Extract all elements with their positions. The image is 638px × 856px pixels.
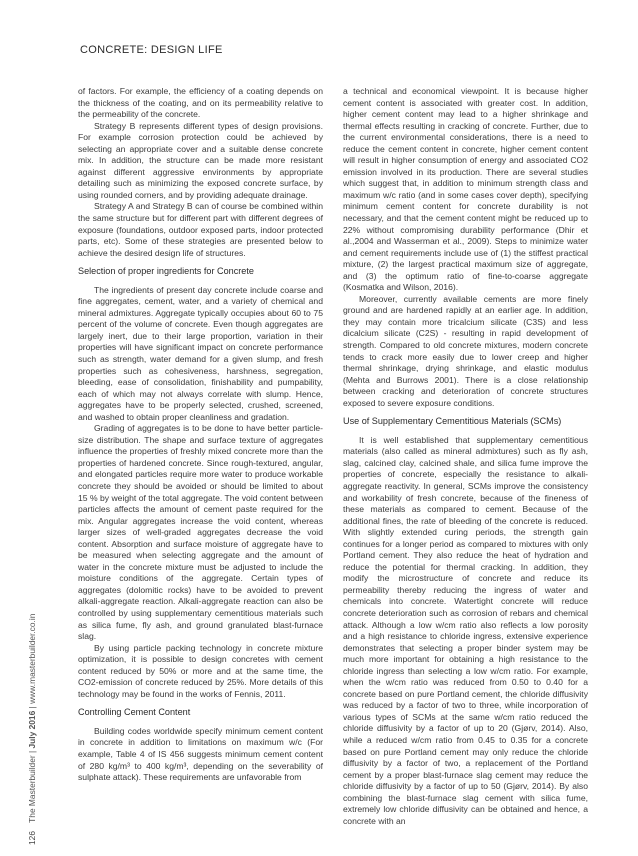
- publication-name: The Masterbuilder: [27, 755, 37, 823]
- paragraph: The ingredients of present day concrete include coarse and fine aggregates, cement, water, and a variety of chemical and mineral admixtures. Aggregate typically occupies about 60 to 75 percent of the volume of concrete. Even though aggregates are largely inert, due to their large proportion, variation in their properties will have significant impact on concrete performance such as strength, water demand for a given slump, and fresh properties such as cohesiveness, harshness, segregation, bleeding, ease of consolidation, finishability and pumpability, each of which may not always correlate with slump. Hence, aggregates have to be properly selected, crushed, screened, and washed to obtain proper cleanliness and gradation.: [78, 284, 323, 422]
- paragraph: By using particle packing technology in concrete mixture optimization, it is possible to design concretes with cement content reduced by 50% or more and at the same time, the CO2-emission of concrete reduced by 25%. More details of this technology may be found in the works of Fennis, 2011.: [78, 642, 323, 699]
- footer-separator-1: |: [27, 748, 37, 756]
- footer-separator-2: |: [27, 703, 37, 711]
- left-column: [78, 86, 323, 784]
- paragraph: Strategy A and Strategy B can of course be combined within the same structure but for different part with different degrees of exposure (foundations, outdoor exposed parts, indoor protected parts, etc). Some of these strategies are presented below to achieve the desired design life of structures.: [78, 201, 323, 258]
- paragraph: Building codes worldwide specify minimum cement content in concrete in addition to limitations on maximum w/c (For example, Table 4 of IS 456 suggests minimum cement content of 280 kg/m³ to 400 kg/m³, depending on the severability of sulphate attack). These requirements are unfavorable from: [78, 725, 323, 783]
- paragraph: a technical and economical viewpoint. It is because higher cement content is associated with greater cost. In addition, higher cement content may lead to a higher shrinkage and thermal effects resulting in cracking of concrete. Further, due to the current environmental considerations, there is a need to reduce the cement content in concrete, higher cement content will result in higher consumption of energy and associated CO2 emission involved in its production. There are several studies which suggest that, in addition to minimum strength class and maximum w/c ratio (and in some cases cover depth), specifying minimum cement content for concrete durability is not necessary, and that the cement content might be reduced up to 22% without compromising durability performance (Dhir et al.,2004 and Wasserman et al., 2009). Steps to minimize water and cement requirements include use of (1) the stiffest practical mixture, (2) the largest practical maximum size of aggregate, and (3) the optimum ratio of fine-to-coarse aggregate (Kosmatka and Wilson, 2016).: [343, 86, 588, 293]
- paragraph: Moreover, currently available cements are more finely ground and are hardened rapidly at an earlier age. In addition, they may contain more tricalcium silicate (C3S) and less dicalcium silicate (C2S) - resulting in rapid development of strength. Compared to old concrete mixtures, modern concrete tends to crack more easily due to lower creep and higher thermal shrinkage, drying shrinkage, and elastic modulus (Mehta and Burrows 2001). There is a close relationship between cracking and deterioration of concrete structures exposed to severe exposure conditions.: [343, 293, 588, 408]
- paragraph: Grading of aggregates is to be done to have better particle-size distribution. The shape and surface texture of aggregates influence the properties of freshly mixed concrete more than the properties of hardened concrete. Since rough-textured, angular, and elongated particles require more water to produce workable concrete they should be avoided or should be limited to about 15 % by weight of the total aggregate. The void content between particles affects the amount of cement paste required for the mix. Angular aggregates increase the void content, whereas larger sizes of well-graded aggregates decrease the void content. Absorption and surface moisture of aggregate have to be measured when selecting aggregate and the amount of water in the concrete mixture must be adjusted to include the moisture conditions of the aggregate. Certain types of aggregates (dolomitic rocks) have to be avoided to prevent alkali-aggregate reaction. Alkali-aggregate reaction can also be controlled by using supplementary cementitious materials such as silica fume, fly ash, and ground granulated blast-furnace slag.: [78, 423, 323, 642]
- paragraph: of factors. For example, the efficiency of a coating depends on the thickness of the coating, and on its permeability relative to the permeability of the concrete.: [78, 86, 323, 120]
- section-header: CONCRETE: DESIGN LIFE: [80, 44, 223, 56]
- paragraph: It is well established that supplementary cementitious materials (also called as mineral admixtures) such as fly ash, slag, calcined clay, calcined shale, and silica fume improve the properties of concrete, especially the resistance to alkali-aggregate reactivity. In general, SCMs improve the consistency and workability of fresh concrete, because of the fineness of these materials as compared to cement. Because of the additional fines, the rate of bleeding of the concrete is reduced. With slightly extended curing periods, the strength gain continues for a longer period as compared to mixtures with only Portland cement. They also reduce the heat of hydration and reduce the potential for thermal cracking. In addition, they modify the microstructure of concrete and reduce its permeability thereby reducing the ingress of water and chemicals into concrete. Watertight concrete will reduce concrete deterioration such as corrosion of rebars and chemical attack. Although a low w/cm ratio also reflects a low porosity and a high resistance to chloride ingress, extensive experience demonstrates that selecting a proper binder system may be much more important for obtaining a high resistance to the chloride ingress than selecting a low w/cm ratio. For example, when the w/cm ratio was reduced from 0.50 to 0.40 for a concrete based on pure Portland cement, the chloride diffusivity was reduced by a factor of two to three, while incorporation of various types of SCMs at the same w/cm ratio reduced the chloride diffusivity by a factor of up to 20 (Gjørv, 2014). Also, while a reduced w/cm ratio from 0.45 to 0.35 for a concrete based on pure Portland cement may only reduce the chloride diffusivity by a factor of two, a replacement of the Portland cement by a proper blast-furnace slag cement may reduce the chloride diffusivity by a factor of up to 50 (Gjørv, 2014). By also combining the blast-furnace slag cement with silica fume, extremely low chloride diffusivity can be obtained and hence, a concrete with an: [343, 434, 588, 826]
- vertical-footer: [27, 614, 37, 845]
- right-column: [343, 86, 588, 827]
- paragraph: Strategy B represents different types of design provisions. For example corrosion protection could be achieved by selecting an appropriate cover and a suitable dense concrete mix. In addition, the structure can be made more resistant against different aggressive environments by appropriate detailing such as minimizing the exposed concrete surface, by using rounded corners, and by providing adequate drainage.: [78, 120, 323, 200]
- subheading-cement: Controlling Cement Content: [78, 707, 191, 718]
- subheading-scm: Use of Supplementary Cementitious Materials (SCMs): [343, 416, 562, 427]
- subheading-selection: Selection of proper ingredients for Concrete: [78, 266, 254, 277]
- issue-date: July 2016: [27, 710, 37, 749]
- website-link[interactable]: www.masterbuilder.co.in: [27, 613, 37, 704]
- page-number: 126: [27, 831, 37, 845]
